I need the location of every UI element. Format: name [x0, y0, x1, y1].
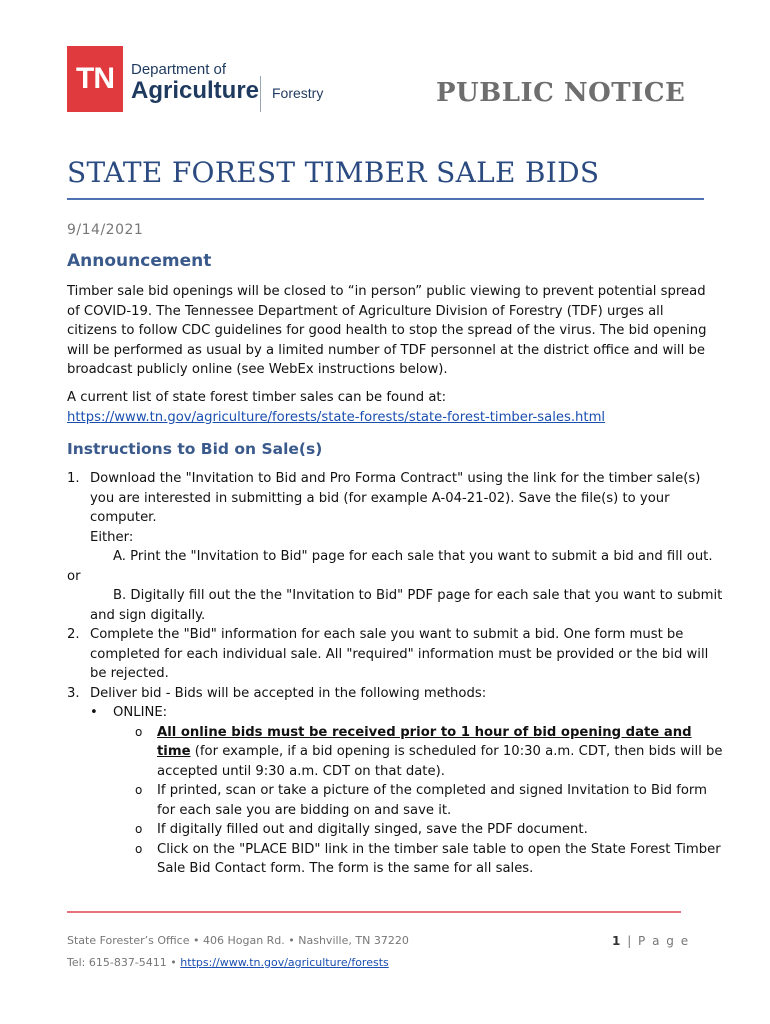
- announcement-heading: Announcement: [67, 251, 212, 271]
- step-1-option-a: A. Print the "Invitation to Bid" page for each sale that you want to submit a bid and fill out.: [113, 549, 713, 564]
- footer-contact: [67, 956, 389, 969]
- timber-sales-link[interactable]: https://www.tn.gov/agriculture/forests/state-forests/state-forest-timber-sales.html: [67, 409, 606, 425]
- online-item-4: [67, 840, 727, 879]
- footer-website-link[interactable]: https://www.tn.gov/agriculture/forests: [180, 956, 389, 969]
- timber-sales-list-paragraph: [67, 388, 717, 427]
- online-deadline-bold: All online bids must be received prior to 1 hour of bid opening date and: [157, 724, 692, 740]
- step-3-text: Deliver bid - Bids will be accepted in the following methods:: [90, 685, 487, 701]
- step-1-option-b-text: B. Digitally fill out the the "Invitation to Bid" PDF page for each sale that you want to submit and sign digitally.: [90, 588, 723, 623]
- document-title: STATE FOREST TIMBER SALE BIDS: [67, 156, 600, 189]
- step-1-text: Download the "Invitation to Bid and Pro Forma Contract" using the link for the timber sale(s) you are interested in submitting a bid (for example A-04-21-02). Save the file(s) to your computer.: [90, 471, 701, 525]
- footer-divider: [67, 911, 681, 913]
- online-item-2: [67, 781, 727, 820]
- page-number: [612, 934, 690, 948]
- sub-bullet-mark: o: [135, 783, 143, 797]
- logo-divider: [260, 76, 261, 112]
- timber-sales-list-intro: A current list of state forest timber sales can be found at:: [67, 390, 447, 405]
- footer-phone: Tel: 615-837-5411 •: [67, 956, 177, 969]
- step-1-number: 1.: [67, 471, 80, 486]
- instructions-list: [67, 469, 727, 879]
- online-label: ONLINE:: [113, 705, 168, 720]
- sub-bullet-mark: o: [135, 841, 143, 856]
- department-line1: Department of: [131, 61, 227, 78]
- step-1-or: [67, 567, 727, 587]
- online-item-1: [67, 723, 727, 782]
- tn-agriculture-logo: [67, 46, 259, 112]
- step-1-either: Either:: [90, 529, 134, 545]
- online-deadline-time: time: [157, 744, 191, 759]
- department-line2: Agriculture: [131, 77, 260, 104]
- list-item-step-2: [67, 625, 727, 684]
- online-item-3: [67, 820, 727, 840]
- sub-bullet-mark: o: [135, 822, 143, 836]
- footer-address: State Forester’s Office • 406 Hogan Rd. • Nashville, TN 37220: [67, 934, 409, 947]
- title-underline: [67, 198, 704, 200]
- page-number-value: 1: [612, 934, 622, 948]
- step-2-text: Complete the "Bid" information for each sale you want to submit a bid. One form must be completed for each individual sale. All "required" information must be provided or the bid will be rejected.: [90, 627, 709, 681]
- online-item-2-text: If printed, scan or take a picture of the completed and signed Invitation to Bid form for each sale you are bidding on and save it.: [157, 783, 707, 818]
- announcement-text: Timber sale bid openings will be closed to “in person” public viewing to prevent potential spread of COVID-19. The Tennessee Department of Agriculture Division of Forestry (TDF) urges all citizens to follow CDC guidelines for good health to stop the spread of the virus. The bid opening will be performed as usual by a limited number of TDF personnel at the district office and will be broadcast publicly online (see WebEx instructions below).: [67, 284, 707, 377]
- instructions-heading: Instructions to Bid on Sale(s): [67, 440, 323, 458]
- step-1-or-text: or: [67, 568, 81, 584]
- step-3-number: 3.: [67, 685, 80, 701]
- page-label: | P a g e: [627, 934, 690, 948]
- list-item-step-1: [67, 469, 727, 625]
- tn-logo-mark: TN: [67, 46, 123, 112]
- list-item-step-3: [67, 684, 727, 704]
- online-bullet: [67, 703, 727, 723]
- public-notice-heading: PUBLIC NOTICE: [436, 78, 686, 108]
- sub-bullet-mark: o: [135, 724, 143, 739]
- bullet-mark: •: [90, 705, 98, 720]
- online-item-4-text: Click on the "PLACE BID" link in the timber sale table to open the State Forest Timber Sale Bid Contact form. The form is the same for all sales.: [157, 841, 721, 876]
- online-item-3-text: If digitally filled out and digitally singed, save the PDF document.: [157, 822, 588, 837]
- online-deadline-example: (for example, if a bid opening is scheduled for 10:30 a.m. CDT, then bids will be accepted until 9:30 a.m. CDT on that date).: [157, 744, 723, 779]
- department-name: [131, 54, 259, 104]
- step-2-number: 2.: [67, 627, 80, 642]
- step-1-option-b: [67, 586, 727, 625]
- document-date: 9/14/2021: [67, 222, 144, 238]
- division-name: Forestry: [272, 85, 324, 101]
